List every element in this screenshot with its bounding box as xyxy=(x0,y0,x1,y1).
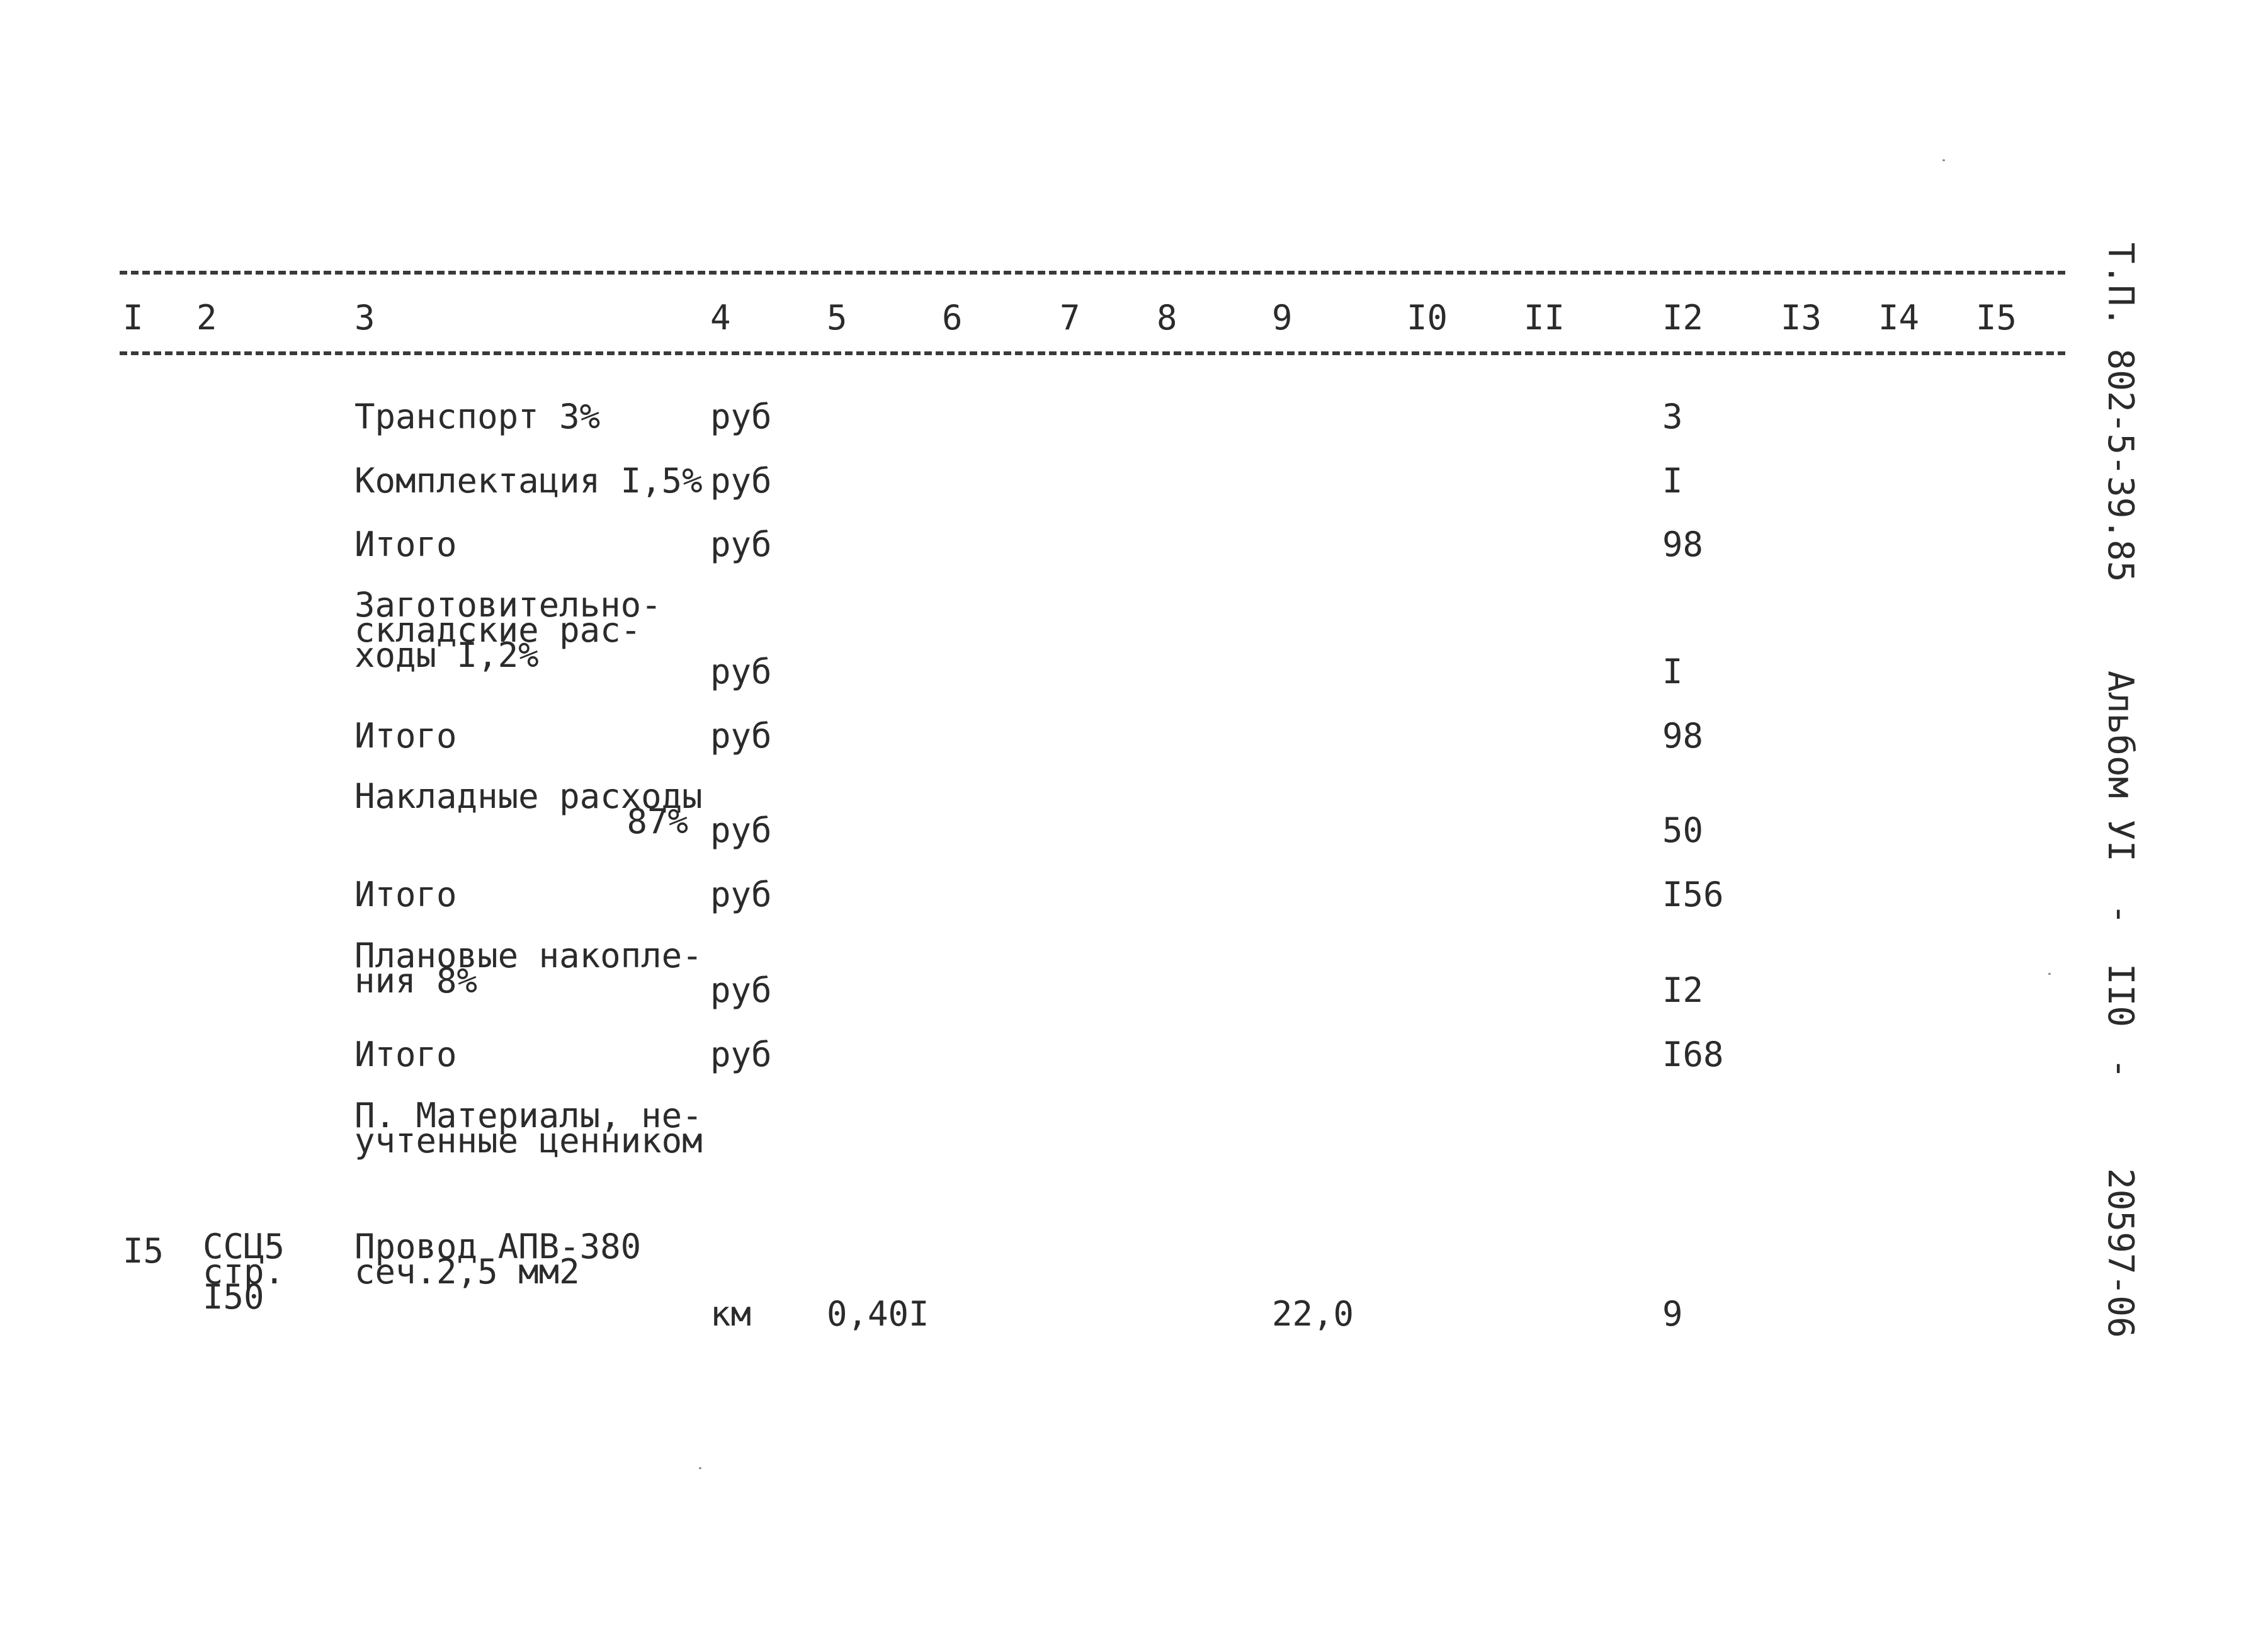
col-header-12: I2 xyxy=(1662,298,1704,338)
col-header-8: 8 xyxy=(1157,298,1177,338)
row-name: Итого xyxy=(354,875,457,914)
side-page: II0 xyxy=(2100,963,2141,1028)
col-header-14: I4 xyxy=(1878,298,1920,338)
row-name: Комплектация I,5% xyxy=(354,461,703,501)
col-header-5: 5 xyxy=(827,298,848,338)
row-name: Итого xyxy=(354,1035,457,1074)
side-album: Альбом УI xyxy=(2100,671,2141,862)
col-header-11: II xyxy=(1524,298,1565,338)
header-top-rule xyxy=(120,271,2065,275)
row-unit: руб xyxy=(710,397,772,436)
row-amount: 98 xyxy=(1662,525,1704,564)
row-name: Плановые накопле- ния 8% xyxy=(354,936,703,1001)
row-unit: руб xyxy=(710,970,772,1010)
item-price: 22,0 xyxy=(1272,1294,1354,1334)
row-unit: руб xyxy=(710,461,772,501)
col-header-10: I0 xyxy=(1407,298,1448,338)
row-unit: руб xyxy=(710,525,772,564)
row-amount: 3 xyxy=(1662,397,1683,436)
row-amount: 98 xyxy=(1662,716,1704,756)
row-unit: руб xyxy=(710,652,772,691)
row-name: Транспорт 3% xyxy=(354,397,601,436)
col-header-2: 2 xyxy=(196,298,217,338)
row-amount: 50 xyxy=(1662,810,1704,850)
side-code: Т.П. 802-5-39.85 xyxy=(2100,242,2141,582)
item-unit: км xyxy=(710,1294,752,1334)
row-amount: I56 xyxy=(1662,875,1724,914)
col-header-4: 4 xyxy=(710,298,731,338)
col-header-13: I3 xyxy=(1781,298,1822,338)
row-amount: I xyxy=(1662,461,1683,501)
side-separator: - xyxy=(2100,1058,2141,1079)
scan-speck xyxy=(699,1467,701,1469)
item-amount: 9 xyxy=(1662,1294,1683,1334)
row-unit: руб xyxy=(710,1035,772,1074)
col-header-7: 7 xyxy=(1060,298,1080,338)
row-amount: I68 xyxy=(1662,1035,1724,1074)
row-name: Заготовительно- складские рас- ходы I,2% xyxy=(354,585,662,675)
col-header-1: I xyxy=(123,298,144,338)
section-heading: П. Материалы, не- учтенные ценником xyxy=(354,1096,703,1161)
col-header-6: 6 xyxy=(942,298,963,338)
row-unit: руб xyxy=(710,716,772,756)
item-number: I5 xyxy=(123,1231,164,1271)
col-header-15: I5 xyxy=(1976,298,2017,338)
row-unit: руб xyxy=(710,875,772,914)
item-quantity: 0,40I xyxy=(827,1294,929,1334)
row-name: Накладные расходы 87% xyxy=(354,776,703,841)
side-separator: - xyxy=(2100,904,2141,925)
item-reference: ССЦ5 стр. I50 xyxy=(203,1227,285,1317)
row-amount: I xyxy=(1662,652,1683,691)
header-bottom-rule xyxy=(120,351,2065,355)
row-amount: I2 xyxy=(1662,970,1704,1010)
scan-speck xyxy=(1942,159,1945,161)
item-name: Провод АПВ-380 сеч.2,5 мм2 xyxy=(354,1227,642,1292)
col-header-3: 3 xyxy=(354,298,375,338)
col-header-9: 9 xyxy=(1272,298,1293,338)
side-doc-number: 20597-06 xyxy=(2100,1168,2141,1338)
row-unit: руб xyxy=(710,810,772,850)
row-name: Итого xyxy=(354,716,457,756)
scan-speck xyxy=(2048,973,2051,975)
row-name: Итого xyxy=(354,525,457,564)
